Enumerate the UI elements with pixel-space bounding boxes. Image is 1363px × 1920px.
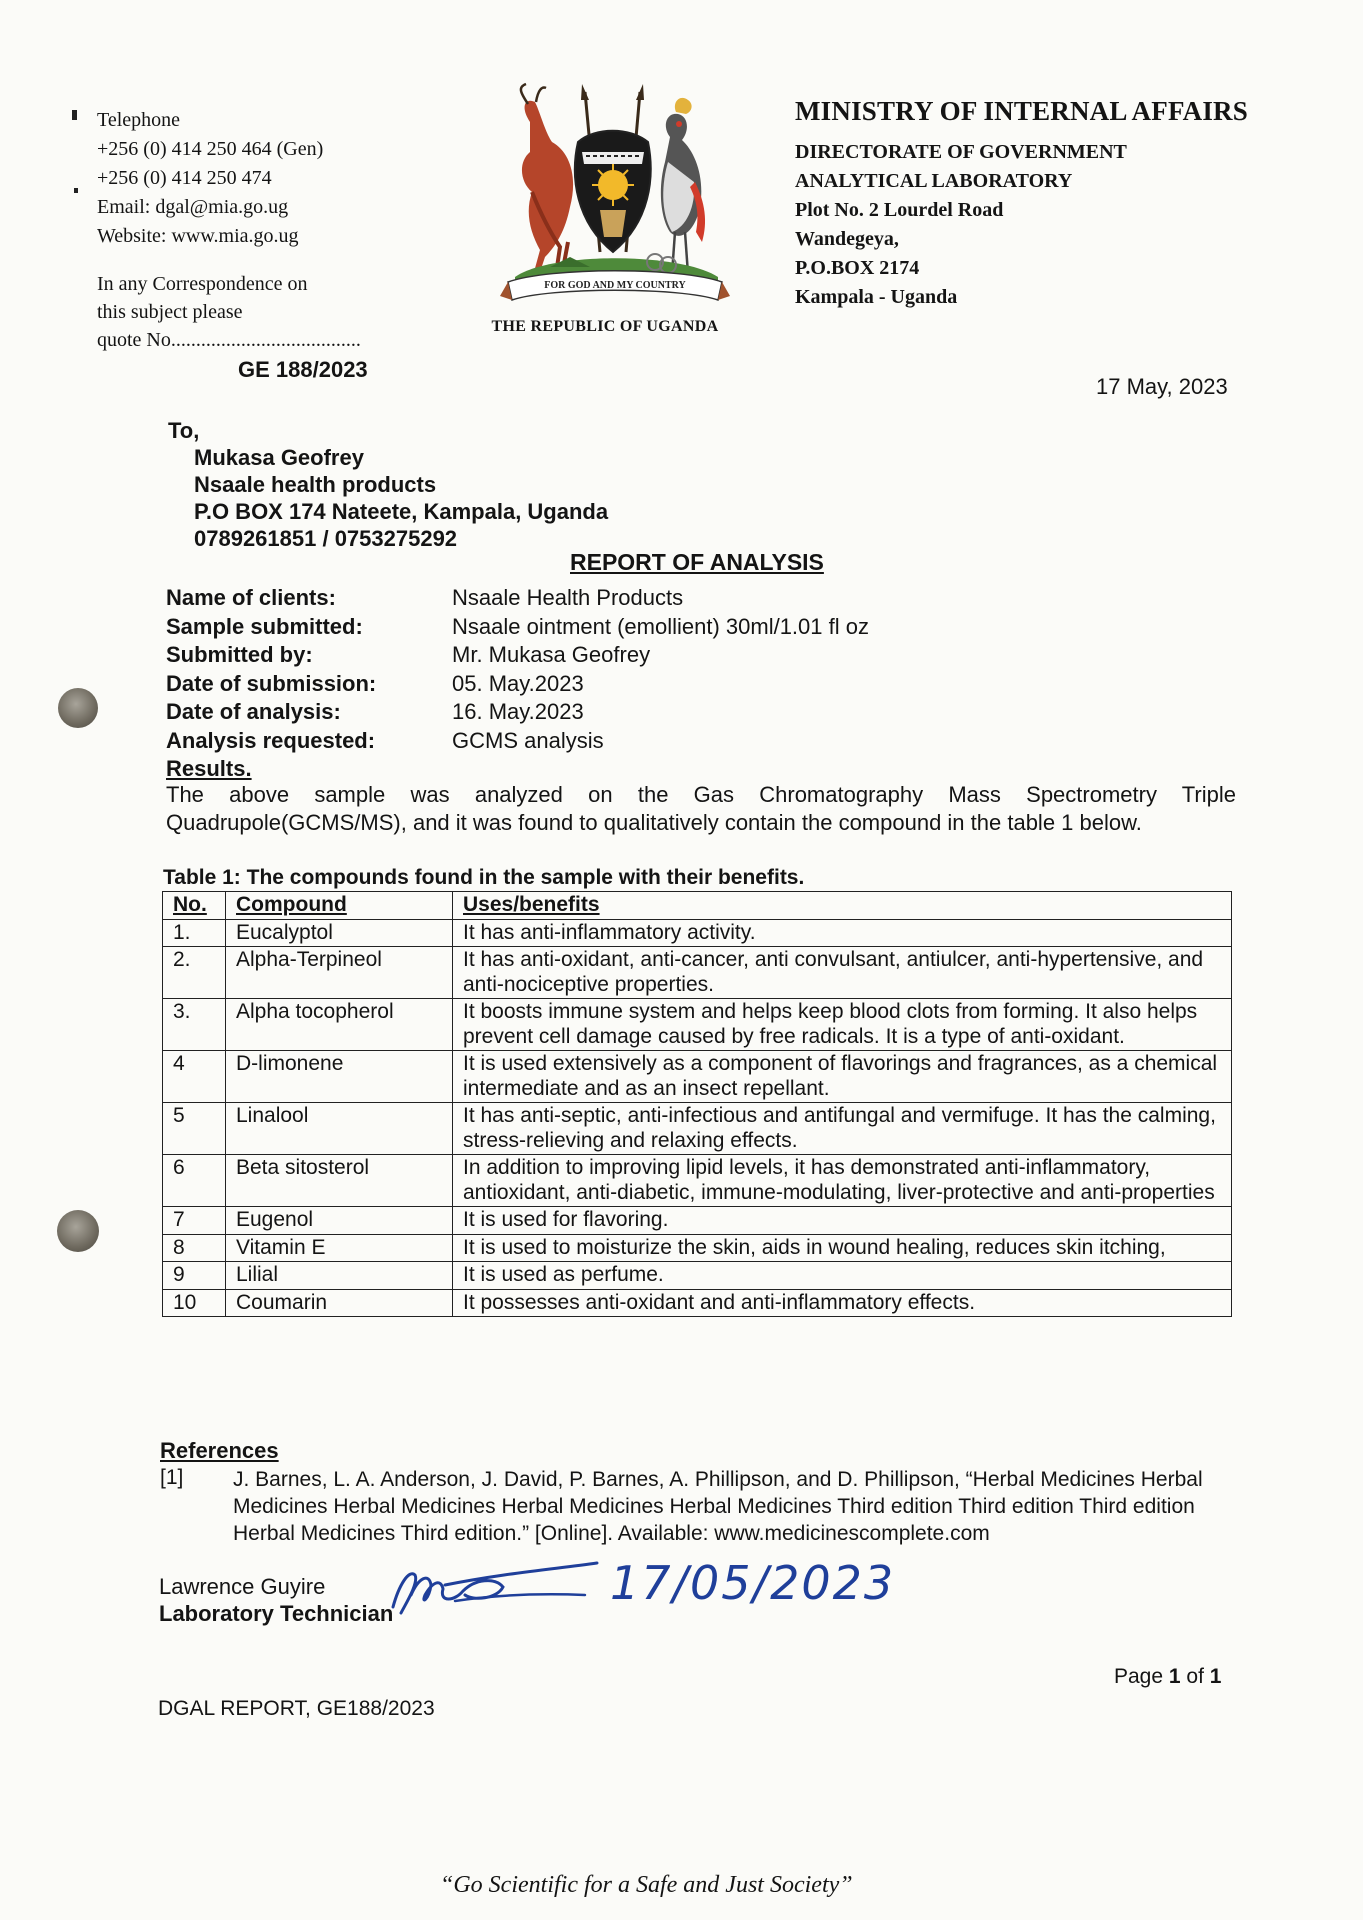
cell-compound: D-limonene — [226, 1051, 453, 1103]
compounds-table — [162, 891, 1232, 1317]
table-row — [163, 1155, 1232, 1207]
ministry-address-line: Plot No. 2 Lourdel Road — [795, 199, 1004, 221]
field-value: 05. May.2023 — [452, 670, 584, 696]
recipient-line: Nsaale health products — [194, 472, 437, 497]
field-value: 16. May.2023 — [452, 699, 584, 724]
table-row — [163, 1262, 1232, 1290]
cell-uses: It is used for flavoring. — [453, 1207, 1232, 1235]
cell-uses: It has anti-inflammatory activity. — [453, 919, 1232, 947]
cell-uses: It has anti-septic, anti-infectious and antifungal and vermifuge. It has the calming, stress-relieving and relaxing effects. — [453, 1103, 1232, 1155]
cell-no: 4 — [163, 1051, 226, 1103]
page-mid: of — [1180, 1665, 1210, 1688]
punch-hole — [57, 1210, 99, 1252]
field-label: Name of clients: — [166, 585, 336, 610]
cell-uses: It is used as perfume. — [453, 1262, 1232, 1290]
handwritten-signature — [385, 1555, 605, 1625]
reference-text: J. Barnes, L. A. Anderson, J. David, P. Barnes, A. Phillipson, and D. Phillipson, “Herbal Medicines Herbal Medicines Herbal Medicines Herbal Medicines Herbal Medicines Third edition Third edition Third edition Herbal Medicines Third edition.” [Online]. Available: www.medicinescomplete.com — [233, 1468, 1203, 1545]
field-value: Nsaale ointment (emollient) 30ml/1.01 fl oz — [452, 613, 869, 639]
column-header: No. — [163, 892, 226, 920]
ministry-address-line: Kampala - Uganda — [795, 286, 958, 308]
cell-uses: It boosts immune system and helps keep blood clots from forming. It also helps prevent cell damage caused by free radicals. It is a type of anti-oxidant. — [453, 999, 1232, 1051]
contact-line: Telephone — [97, 109, 181, 131]
ministry-name: MINISTRY OF INTERNAL AFFAIRS — [795, 96, 1248, 126]
cell-compound: Beta sitosterol — [226, 1155, 453, 1207]
correspondence-note — [97, 270, 361, 354]
correspondence-line: this subject please — [97, 301, 243, 323]
field-row — [166, 698, 869, 727]
table-row — [163, 1234, 1232, 1262]
table-row — [163, 1051, 1232, 1103]
table-row — [163, 1207, 1232, 1235]
references-heading: References — [160, 1438, 279, 1463]
table-row — [163, 1289, 1232, 1317]
cell-no: 6 — [163, 1155, 226, 1207]
field-label: Submitted by: — [166, 642, 313, 667]
ministry-address-line: ANALYTICAL LABORATORY — [795, 170, 1073, 192]
cell-compound: Vitamin E — [226, 1234, 453, 1262]
cell-no: 9 — [163, 1262, 226, 1290]
field-label: Analysis requested: — [166, 727, 376, 753]
cell-compound: Lilial — [226, 1262, 453, 1290]
contact-line: Email: dgal@mia.go.ug — [97, 196, 289, 218]
cell-no: 7 — [163, 1207, 226, 1235]
cell-no: 5 — [163, 1103, 226, 1155]
cell-compound: Eucalyptol — [226, 919, 453, 947]
page-current: 1 — [1168, 1665, 1181, 1688]
correspondence-line: quote No...................................... — [97, 329, 361, 351]
reference-number-label: [1] — [160, 1466, 184, 1489]
footer-motto: “Go Scientific for a Safe and Just Society” — [440, 1872, 853, 1898]
punch-hole — [58, 688, 98, 728]
field-label: Date of submission: — [166, 670, 377, 696]
cell-compound: Eugenol — [226, 1207, 453, 1235]
table-header-row — [163, 892, 1232, 920]
page-total: 1 — [1209, 1665, 1222, 1688]
crest-motto: FOR GOD AND MY COUNTRY — [544, 280, 686, 291]
report-fields — [166, 584, 869, 755]
table-caption: Table 1: The compounds found in the sample with their benefits. — [163, 866, 805, 889]
field-row — [166, 613, 869, 642]
margin-mark — [74, 188, 78, 193]
page-number — [1114, 1665, 1221, 1689]
field-value: Mr. Mukasa Geofrey — [452, 642, 651, 667]
cell-uses: It has anti-oxidant, anti-cancer, anti convulsant, antiulcer, anti-hypertensive, and anti-nociceptive properties. — [453, 947, 1232, 999]
page-prefix: Page — [1114, 1665, 1169, 1688]
results-heading: Results. — [166, 756, 252, 781]
to-label: To, — [168, 418, 200, 443]
ministry-address-line: DIRECTORATE OF GOVERNMENT — [795, 141, 1127, 163]
contact-block — [97, 106, 323, 251]
field-value: Nsaale Health Products — [452, 585, 684, 610]
cell-no: 3. — [163, 999, 226, 1051]
republic-caption: THE REPUBLIC OF UGANDA — [491, 318, 719, 335]
results-paragraph: The above sample was analyzed on the Gas Chromatography Mass Spectrometry Triple Quadrupole(GCMS/MS), and it was found to qualitatively contain the compound in the table 1 below. — [166, 782, 1236, 835]
margin-mark — [72, 110, 77, 120]
cell-compound: Linalool — [226, 1103, 453, 1155]
recipient-line: Mukasa Geofrey — [194, 445, 364, 470]
contact-line: Website: www.mia.go.ug — [97, 225, 299, 247]
letter-date: 17 May, 2023 — [1096, 374, 1228, 399]
field-row — [166, 584, 869, 613]
signatory-title: Laboratory Technician — [159, 1601, 394, 1626]
field-row — [166, 641, 869, 670]
cell-no: 2. — [163, 947, 226, 999]
table-row — [163, 919, 1232, 947]
recipient-line: 0789261851 / 0753275292 — [194, 526, 458, 551]
recipient-line: P.O BOX 174 Nateete, Kampala, Uganda — [194, 499, 609, 524]
reference-number: GE 188/2023 — [238, 357, 368, 382]
ministry-address-line: P.O.BOX 2174 — [795, 257, 920, 279]
cell-no: 8 — [163, 1234, 226, 1262]
correspondence-line: In any Correspondence on — [97, 273, 308, 295]
cell-uses: It is used to moisturize the skin, aids in wound healing, reduces skin itching, — [453, 1234, 1232, 1262]
field-row — [166, 670, 869, 699]
field-row — [166, 727, 869, 756]
cell-no: 1. — [163, 919, 226, 947]
recipient-address — [194, 444, 608, 552]
report-title: REPORT OF ANALYSIS — [570, 549, 824, 575]
cell-uses: It is used extensively as a component of flavorings and fragrances, as a chemical intermediate and as an insect repellant. — [453, 1051, 1232, 1103]
ministry-address — [795, 138, 1127, 312]
table-row — [163, 947, 1232, 999]
cell-uses: It possesses anti-oxidant and anti-inflammatory effects. — [453, 1289, 1232, 1317]
cell-no: 10 — [163, 1289, 226, 1317]
signatory-name: Lawrence Guyire — [159, 1574, 326, 1599]
field-value: GCMS analysis — [452, 727, 604, 753]
table-row — [163, 1103, 1232, 1155]
cell-compound: Alpha tocopherol — [226, 999, 453, 1051]
footer-report-ref: DGAL REPORT, GE188/2023 — [158, 1697, 435, 1720]
cell-compound: Alpha-Terpineol — [226, 947, 453, 999]
table-row — [163, 999, 1232, 1051]
field-label: Sample submitted: — [166, 613, 363, 639]
cell-compound: Coumarin — [226, 1289, 453, 1317]
cell-uses: In addition to improving lipid levels, it has demonstrated anti-inflammatory, antioxidant, anti-diabetic, immune-modulating, liver-protective and anti-properties — [453, 1155, 1232, 1207]
handwritten-date: 17/05/2023 — [610, 1556, 896, 1610]
column-header: Compound — [226, 892, 453, 920]
field-label: Date of analysis: — [166, 699, 341, 724]
coat-of-arms-emblem — [490, 82, 740, 312]
column-header: Uses/benefits — [453, 892, 1232, 920]
contact-line: +256 (0) 414 250 474 — [97, 167, 272, 189]
ministry-address-line: Wandegeya, — [795, 228, 899, 250]
contact-line: +256 (0) 414 250 464 (Gen) — [97, 138, 324, 160]
